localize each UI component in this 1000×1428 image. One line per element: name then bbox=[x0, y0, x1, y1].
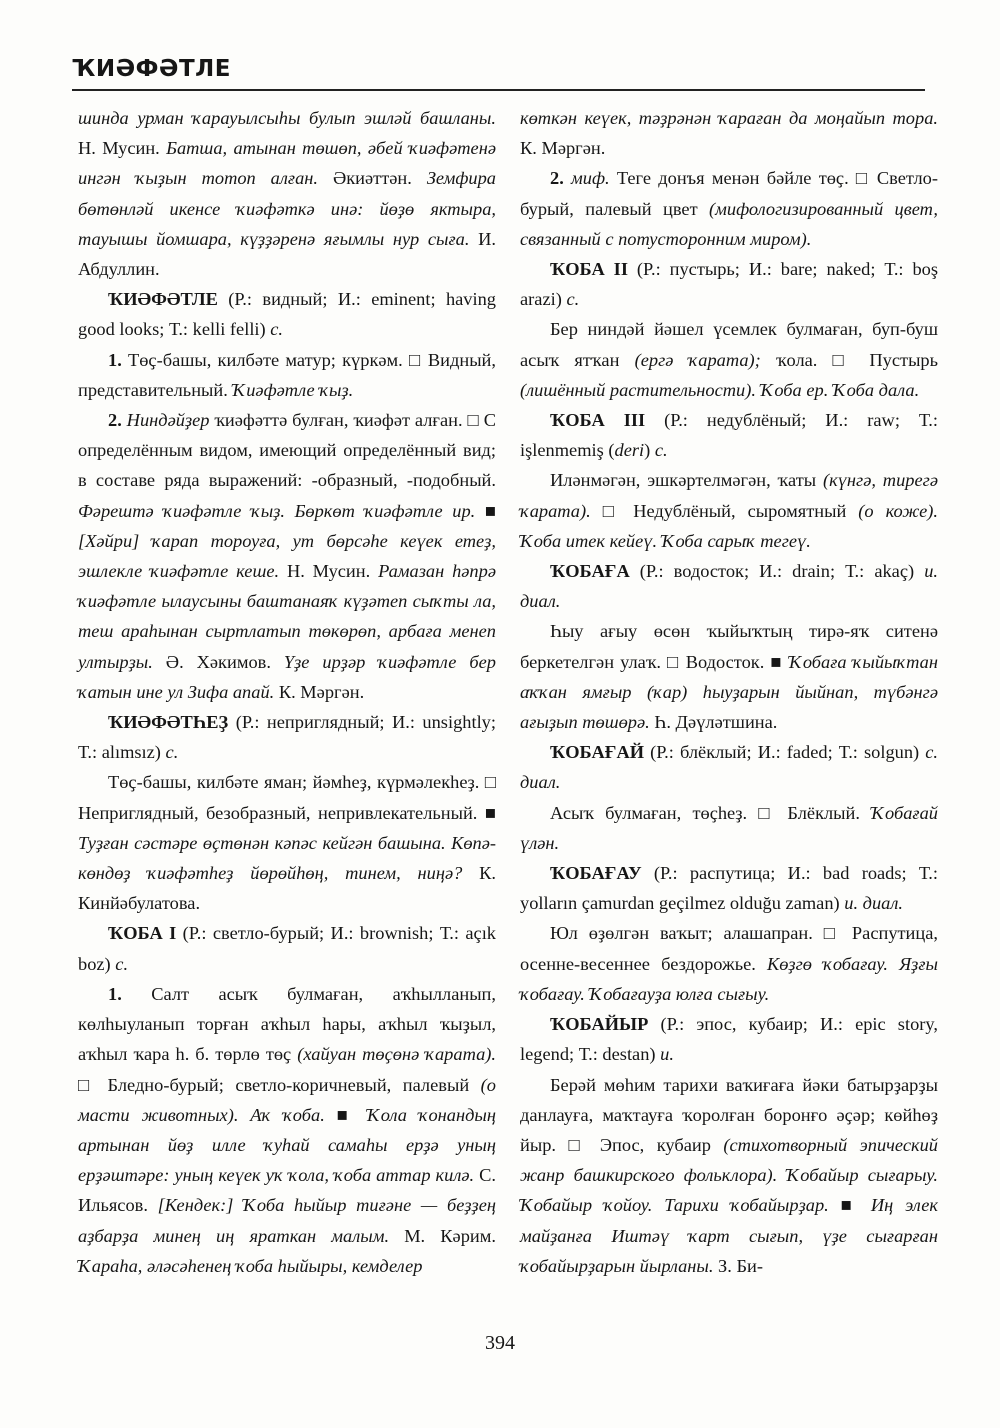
italic-text: Рамазан һәпрә ҡиәфәтле ылаусыны баштанаяҡ күҙәтеп сыҡты ла, теш араһынан сыртлатып төкөрөп, арбаға менеп ултырҙы. bbox=[78, 561, 496, 672]
text-run: (Р.: пустырь; И.: bare; naked; Т.: boş arazi) bbox=[520, 259, 939, 310]
text-run: Юл өҙөлгән ваҡыт; алашапран. □ Распутица, осенне-весеннее бездорожье. bbox=[520, 923, 938, 974]
text-run: Ә. Хәкимов. bbox=[152, 651, 284, 672]
definition-paragraph bbox=[520, 314, 938, 405]
headword: ҠОБА III bbox=[550, 410, 646, 431]
headword: ҠОБАҒАЙ bbox=[550, 742, 645, 763]
italic-text: [Кендек:] Ҡоба һыйыр тиғәне — беҙҙең аҙбарҙа минең иң яраткан малым. bbox=[78, 1195, 497, 1246]
text-run: ҡиәфәттә булған, ҡиәфәт алған. □ С определённым видом, имеющий определённый вид; в составе ряда выражений: -образный, -подобный. bbox=[78, 410, 496, 491]
right-column bbox=[520, 103, 938, 1281]
header-rule bbox=[72, 89, 925, 91]
text-run: К. Мәргән. bbox=[274, 681, 365, 702]
text-run: (Р.: водосток; И.: drain; Т.: akaç) bbox=[629, 561, 925, 582]
text-run: К. Мәргән. bbox=[520, 138, 606, 159]
text-run: (Р.: видный; И.: eminent; having good looks; Т.: kelli felli) bbox=[78, 289, 496, 340]
text-run: (Р.: светло-бурый; И.: brownish; Т.: açık boz) bbox=[78, 923, 496, 974]
definition-paragraph bbox=[78, 345, 496, 405]
text-run: Төҫ-башы, килбәте матур; күркәм. □ Видный, представительный. bbox=[78, 349, 496, 400]
text-run: □ Бледно-бурый; светло-коричневый, палевый bbox=[78, 1074, 481, 1095]
italic-text: Ниндәйҙер bbox=[121, 410, 210, 431]
text-run: Һыу ағыу өсөн ҡыйыҡтың тирә-яҡ ситенә беркетелгән улаҡ. □ Водосток. ■ bbox=[520, 621, 938, 672]
italic-text: (ергә ҡарата); bbox=[634, 349, 761, 370]
headword: 1. bbox=[108, 983, 122, 1004]
definition-paragraph bbox=[520, 163, 938, 254]
definition-paragraph bbox=[520, 616, 938, 737]
text-run: (Р.: эпос, кубаир; И.: epic story, legend; Т.: destan) bbox=[520, 1014, 938, 1065]
text-run: Әкиәттән. bbox=[318, 168, 427, 189]
italic-text: Үҙе ирҙәр ҡиәфәтле бер ҡатын ине ул Зифа апай. bbox=[78, 651, 496, 702]
running-head: ҠИӘФӘТЛЕ bbox=[72, 56, 231, 82]
italic-text: (күнгә, тирегә ҡарата). bbox=[520, 470, 938, 521]
italic-text: с. bbox=[566, 289, 580, 310]
italic-text: (стихотворный эпический жанр башкирского фольклора). Ҡобайыр сығарыу. Ҡобайыр ҡойоу. Тарихи ҡобайырҙар. bbox=[520, 1134, 938, 1216]
text-run: Берәй мөһим тарихи ваҡиғаға йәки батырҙарҙы данлауға, маҡтауға ҡоролған боронғо әҫәр; көйһөҙ йыр. □ Эпос, кубаир bbox=[520, 1074, 938, 1155]
italic-text: Ҡола ҡонандың артынан йөҙ илле ҡуһай самаһы ерҙә уның ерҙәштәре: уның кеүек уҡ ҡола, ҡоба аттар килә. bbox=[78, 1104, 496, 1186]
headword: ҠОБА II bbox=[550, 259, 628, 280]
continued-text bbox=[78, 103, 496, 284]
text-run: З. Би- bbox=[713, 1255, 763, 1276]
headword: ҠИӘФӘТЛЕ bbox=[108, 289, 218, 310]
definition-paragraph bbox=[78, 767, 496, 918]
definition-paragraph bbox=[520, 798, 938, 858]
text-run: ) bbox=[644, 440, 655, 461]
italic-text: (о коже). Ҡоба итек кейеү. Ҡоба сарыҡ тегеү. bbox=[520, 500, 938, 551]
text-run: Иләнмәгән, эшкәртелмәгән, ҡаты bbox=[550, 470, 823, 491]
italic-text: Батша, атынан төшөп, әбей ҡиәфәтенә ингән ҡыҙын тотоп алған. bbox=[78, 138, 496, 189]
dictionary-entry-head bbox=[78, 918, 496, 978]
italic-text: (мифологизированный цвет, связанный с потусторонним миром). bbox=[520, 198, 938, 249]
text-run: (Р.: недублёный; И.: raw; Т.: işlenmemiş ( bbox=[520, 410, 938, 461]
italic-text: с. bbox=[270, 319, 284, 340]
italic-text: (лишённый растительности). Ҡоба ер. Ҡоба дала. bbox=[520, 379, 920, 400]
italic-text: Ҡобаға ҡыйыҡтан аҡҡан ямғыр (ҡар) һыуҙарын йыйнап, түбәнгә ағыҙып төшөрә. bbox=[520, 651, 938, 733]
italic-text: с. диал. bbox=[520, 742, 938, 793]
text-run: К. Кинйәбулатова. bbox=[78, 863, 496, 914]
text-run: ҡола. □ Пустырь bbox=[760, 349, 939, 370]
dictionary-entry-head bbox=[520, 1009, 938, 1069]
left-column bbox=[78, 103, 496, 1281]
italic-text: Иң элек майҙанға Иштәү ҡарт сығып, үҙе сығарған ҡобайырҙарын йырланы. bbox=[520, 1195, 938, 1276]
text-run: ■ bbox=[828, 1195, 871, 1216]
italic-text: и. диал. bbox=[844, 893, 903, 914]
italic-text: с. bbox=[654, 440, 668, 461]
italic-text: Ҡиәфәтле ҡыҙ. bbox=[232, 379, 354, 400]
italic-text: Көҙгө ҡобағау. Яҙғы ҡобағау. Ҡобағауҙа юлға сығыу. bbox=[520, 953, 938, 1004]
italic-text: deri bbox=[614, 440, 645, 461]
text-run: И. Абдуллин. bbox=[78, 228, 496, 280]
text-run: (Р.: блёклый; И.: faded; Т.: solgun) bbox=[644, 742, 926, 763]
text-run: ■ bbox=[324, 1104, 367, 1125]
italic-text: [Хәйри] ҡарап тороуға, ут бөрсәһе кеүек етеҙ, эшлекле ҡиәфәтле кеше. bbox=[78, 530, 496, 582]
italic-text: көткән кеүек, тәҙрәнән ҡараған да моңайып тора. bbox=[520, 108, 938, 128]
italic-text: с. bbox=[165, 742, 179, 763]
italic-text: и. bbox=[660, 1044, 674, 1065]
italic-text: шинда урман ҡарауылсыһы булып эшләй башланы. bbox=[78, 108, 496, 128]
definition-paragraph bbox=[520, 465, 938, 556]
dictionary-entry-head bbox=[78, 707, 496, 767]
text-run: Н. Мусин. bbox=[78, 138, 167, 159]
italic-text: Земфира бөтөнләй икенсе ҡиәфәткә инә: йөҙө яктыра, тауышы йомшара, күҙҙәренә яғымлы нур сыға. bbox=[78, 168, 497, 249]
headword: ҠОБАҒАУ bbox=[550, 863, 642, 884]
text-run: □ Недублёный, сыромятный bbox=[590, 500, 859, 521]
italic-text: миф. bbox=[563, 168, 610, 189]
italic-text: Фәрештә ҡиәфәтле ҡыҙ. Бөркөт ҡиәфәтле ир. bbox=[78, 500, 476, 521]
headword: ҠОБАҒА bbox=[550, 561, 630, 582]
italic-text: (о масти животных). Аҡ ҡоба. bbox=[78, 1074, 496, 1125]
headword: ҠОБАЙЫР bbox=[550, 1014, 649, 1035]
dictionary-entry-head bbox=[78, 284, 496, 344]
definition-paragraph bbox=[78, 405, 496, 707]
dictionary-entry-head bbox=[520, 556, 938, 616]
text-run: Н. Мусин. bbox=[279, 561, 379, 582]
italic-text: (хайуан төҫөнә ҡарата). bbox=[297, 1044, 496, 1065]
italic-text: Ҡобағай үлән. bbox=[520, 802, 938, 853]
definition-paragraph bbox=[78, 979, 496, 1281]
text-run: ■ bbox=[475, 500, 496, 521]
text-run: Теге донъя менән бәйле төҫ. □ Светло-бурый, палевый цвет bbox=[520, 168, 938, 219]
headword: ҠОБА I bbox=[108, 923, 177, 944]
italic-text: с. bbox=[115, 953, 129, 974]
text-run: (Р.: неприглядный; И.: unsightly; Т.: alımsız) bbox=[78, 712, 496, 763]
dictionary-entry-head bbox=[520, 737, 938, 797]
text-run: Төҫ-башы, килбәте яман; йәмһеҙ, күрмәлекһеҙ. □ Неприглядный, безобразный, непривлекательный. ■ bbox=[78, 772, 496, 823]
text-run: Һ. Дәүләтшина. bbox=[649, 712, 778, 733]
continued-text bbox=[520, 103, 938, 163]
page-number: 394 bbox=[485, 1332, 515, 1354]
headword: 1. bbox=[108, 349, 122, 370]
text-run: Салт асыҡ булмаған, аҡһылланып, көлһыуланып торған аҡһыл һары, аҡһыл ҡыҙыл, аҡһыл ҡара һ. б. төрлө төҫ bbox=[78, 983, 496, 1065]
text-run: Бер ниндәй йәшел үсемлек булмаған, буп-буш асыҡ ятҡан bbox=[520, 319, 938, 370]
definition-paragraph bbox=[520, 1070, 938, 1281]
italic-text: Ҡараһа, әләсәһенең ҡоба һыйыры, кемделер bbox=[78, 1255, 423, 1276]
text-run: Асыҡ булмаған, төҫһеҙ. □ Блёклый. bbox=[550, 802, 872, 823]
definition-paragraph bbox=[520, 918, 938, 1009]
italic-text: Туҙған сәстәре өҫтөнән кәпәс кейгән башына. Көпә-көндөҙ ҡиәфәтһеҙ йөрөйһөң, тинем, ниңә? bbox=[78, 832, 496, 884]
headword: 2. bbox=[550, 168, 564, 189]
text-run: М. Кәрим. bbox=[389, 1225, 496, 1246]
italic-text: и. диал. bbox=[520, 561, 938, 612]
headword: 2. bbox=[108, 410, 122, 431]
text-run: С. Ильясов. bbox=[78, 1165, 497, 1216]
headword: ҠИӘФӘТҺЕҘ bbox=[108, 712, 229, 733]
dictionary-entry-head bbox=[520, 254, 938, 314]
text-run: (Р.: распутица; И.: bad roads; Т.: yolların çamurdan geçilmez olduğu zaman) bbox=[520, 863, 938, 914]
dictionary-entry-head bbox=[520, 858, 938, 918]
dictionary-entry-head bbox=[520, 405, 938, 465]
